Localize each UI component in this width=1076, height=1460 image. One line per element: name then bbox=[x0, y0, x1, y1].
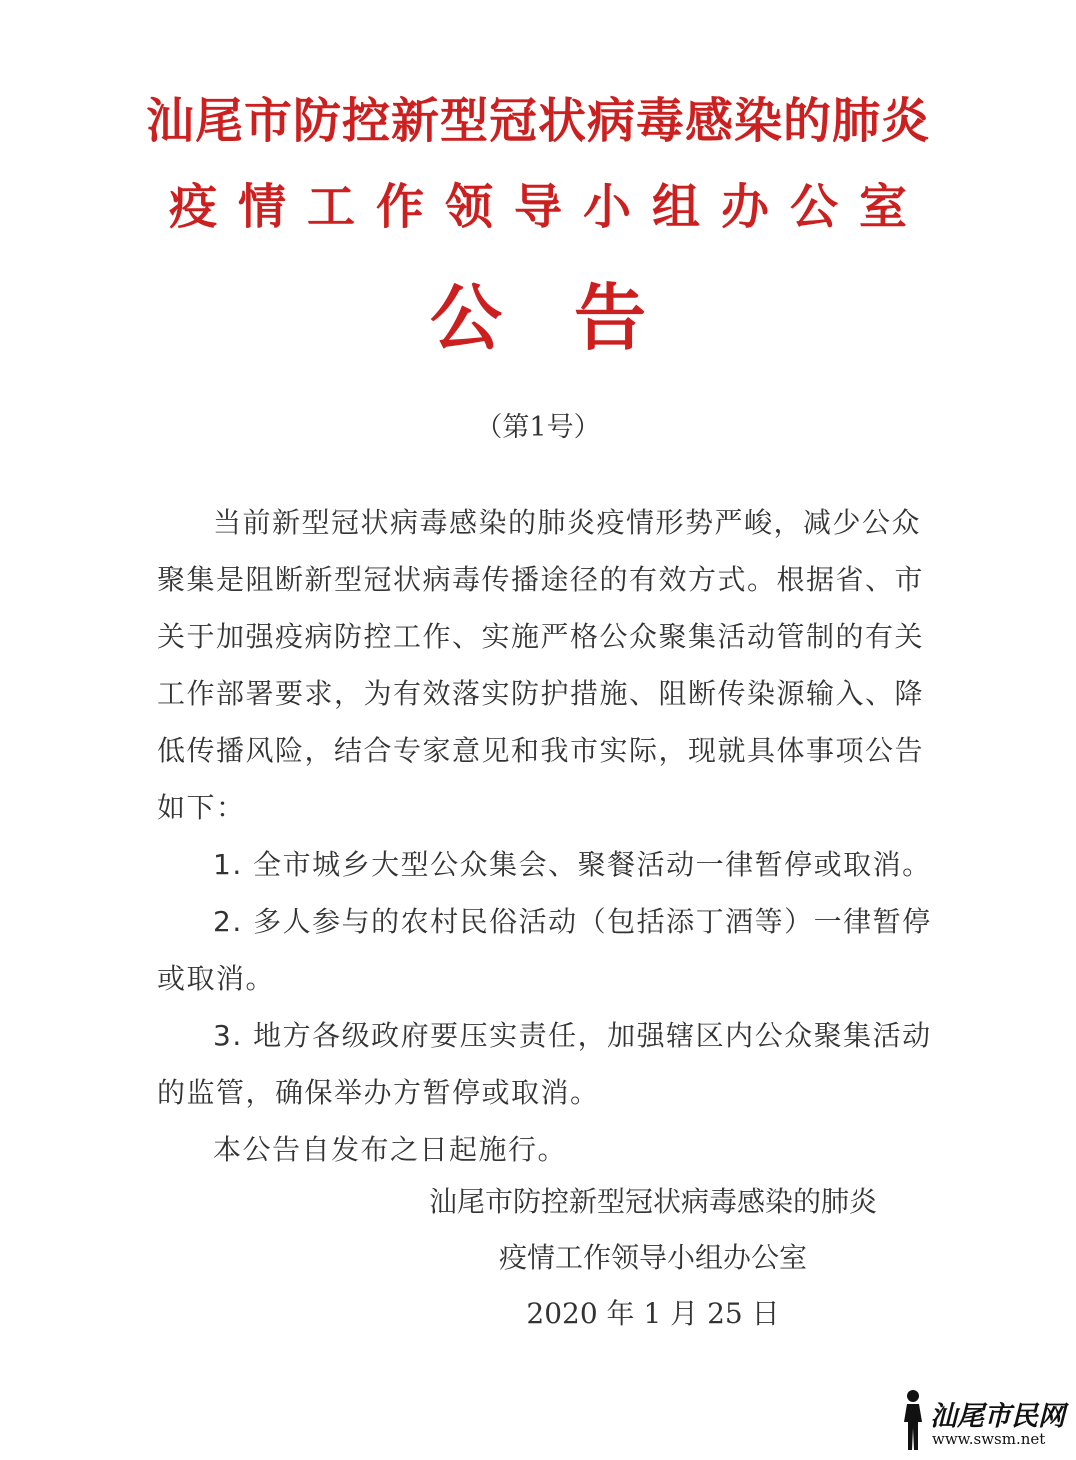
watermark-url: www.swsm.net bbox=[932, 1430, 1046, 1448]
item-3: 3. 地方各级政府要压实责任，加强辖区内公众聚集活动的监管，确保举办方暂停或取消。 bbox=[157, 1019, 932, 1109]
title-line-1: 汕尾市防控新型冠状病毒感染的肺炎 bbox=[145, 93, 930, 149]
site-watermark bbox=[898, 1388, 1068, 1454]
signature-org-line-2: 疫情工作领导小组办公室 bbox=[498, 1241, 807, 1274]
item-1: 1. 全市城乡大型公众集会、聚餐活动一律暂停或取消。 bbox=[213, 848, 932, 881]
person-silhouette-icon bbox=[898, 1388, 928, 1452]
document-number: （第1号） bbox=[475, 412, 601, 443]
closing-paragraph: 本公告自发布之日起施行。 bbox=[213, 1133, 568, 1166]
item-2: 2. 多人参与的农村民俗活动（包括添丁酒等）一律暂停或取消。 bbox=[157, 905, 932, 995]
watermark-name: 汕尾市民网 bbox=[930, 1401, 1065, 1432]
signature-date: 2020 年 1 月 25 日 bbox=[526, 1297, 780, 1330]
intro-paragraph: 当前新型冠状病毒感染的肺炎疫情形势严峻，减少公众聚集是阻断新型冠状病毒传播途径的有效方式。根据省、市关于加强疫病防控工作、实施严格公众聚集活动管制的有关工作部署要求，为有效落实防护措施、阻断传染源输入、降低传播风险，结合专家意见和我市实际，现就具体事项公告如下： bbox=[157, 506, 925, 824]
notice-title: 公告 bbox=[429, 275, 718, 360]
title-line-2: 疫情工作领导小组办公室 bbox=[168, 179, 928, 235]
document-body bbox=[157, 494, 937, 1178]
signature-org-line-1: 汕尾市防控新型冠状病毒感染的肺炎 bbox=[428, 1185, 877, 1218]
